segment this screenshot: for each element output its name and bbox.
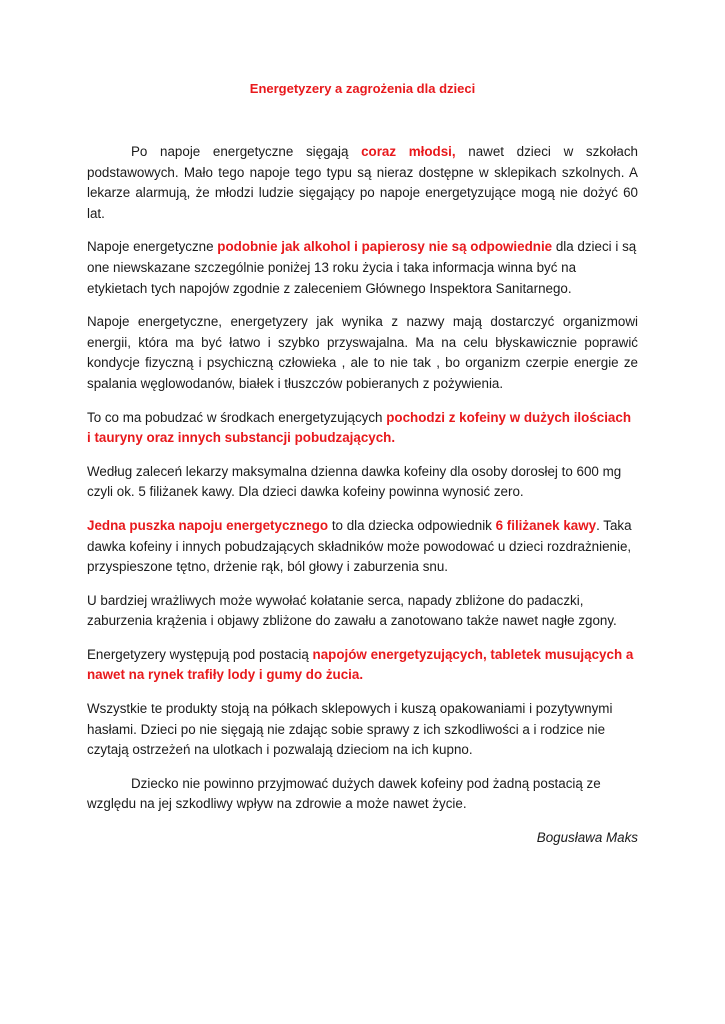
body-text: dla dzieci i są one niewskazane szczególnie poniżej 13 roku życia i taka informacja winna być na etykietach tych napojów zgodnie z zaleceniem Głównego Inspektora Sanitarnego. — [87, 239, 637, 296]
paragraph-6 — [87, 516, 638, 578]
paragraph-2 — [87, 237, 638, 299]
paragraph-4 — [87, 408, 638, 449]
body-text: . Taka dawka kofeiny i innych pobudzających składników może powodować u dzieci rozdrażnienie, przyspieszone tętno, drżenie rąk, ból głowy i zaburzenia snu. — [87, 517, 632, 575]
body-text: nawet dzieci w szkołach podstawowych. Mało tego napoje tego typu są nieraz dostępne w sklepikach szkolnych. A lekarze alarmują, że młodzi ludzie sięgający po napoje energetyzujące mogą nie dożyć 60 lat. — [87, 144, 638, 221]
paragraph-1 — [87, 142, 638, 224]
body-text: Dziecko nie powinno przyjmować dużych dawek kofeiny pod żadną postacią ze względu na jej szkodliwy wpływ na zdrowie a może nawet życie. — [87, 775, 601, 812]
paragraph-9 — [87, 699, 638, 761]
document-page — [87, 80, 638, 849]
paragraph-3 — [87, 312, 638, 394]
body-text: To co ma pobudzać w środkach energetyzujących — [87, 409, 387, 425]
paragraph-7 — [87, 591, 638, 632]
highlighted-text: 6 filiżanek kawy — [495, 517, 597, 533]
highlighted-text: Jedna puszka napoju energetycznego — [87, 517, 329, 533]
highlighted-text: pochodzi z kofeiny w dużych ilościach i tauryny oraz innych substancji pobudzających. — [87, 409, 632, 446]
body-text: Energetyzery występują pod postacią — [87, 646, 313, 662]
body-text: Po napoje energetyczne sięgają — [131, 144, 362, 159]
paragraph-5 — [87, 462, 638, 503]
author-signature: Bogusława Maks — [536, 830, 638, 846]
highlighted-text: napojów energetyzujących, tabletek musujących a nawet na rynek trafiły lody i gumy do żucia. — [87, 646, 634, 683]
paragraph-8 — [87, 645, 638, 686]
body-text: Wszystkie te produkty stoją na półkach sklepowych i kuszą opakowaniami i pozytywnymi hasłami. Dzieci po nie sięgają nie zdając sobie sprawy z ich szkodliwości a i rodzice nie czytają ostrzeżeń na ulotkach i pozwalają dzieciom na ich kupno. — [87, 701, 613, 758]
paragraph-10 — [87, 774, 638, 815]
highlighted-text: podobnie jak alkohol i papierosy nie są odpowiednie — [217, 239, 553, 255]
highlighted-text: coraz młodsi, — [361, 144, 456, 159]
body-text: Według zaleceń lekarzy maksymalna dzienna dawka kofeiny dla osoby dorosłej to 600 mg czyli ok. 5 filiżanek kawy. Dla dzieci dawka kofeiny powinna wynosić zero. — [87, 463, 622, 500]
body-text: Napoje energetyczne, energetyzery jak wynika z nazwy mają dostarczyć organizmowi energii, która ma być łatwo i szybko przyswajalna. Ma na celu błyskawicznie poprawić kondycje fizyczną i psychiczną człowieka , ale to nie tak , bo organizm czerpie energie ze spalania węglowodanów, białek i tłuszczów pobieranych z pożywienia. — [87, 314, 638, 391]
body-text: Napoje energetyczne — [87, 239, 218, 255]
body-text: to dla dziecka odpowiednik — [328, 517, 496, 533]
document-title: Energetyzery a zagrożenia dla dzieci — [249, 81, 476, 96]
body-text: U bardziej wrażliwych może wywołać kołatanie serca, napady zbliżone do padaczki, zaburzenia krążenia i objawy zbliżone do zawału a zanotowano także nawet nagłe zgony. — [87, 592, 617, 629]
